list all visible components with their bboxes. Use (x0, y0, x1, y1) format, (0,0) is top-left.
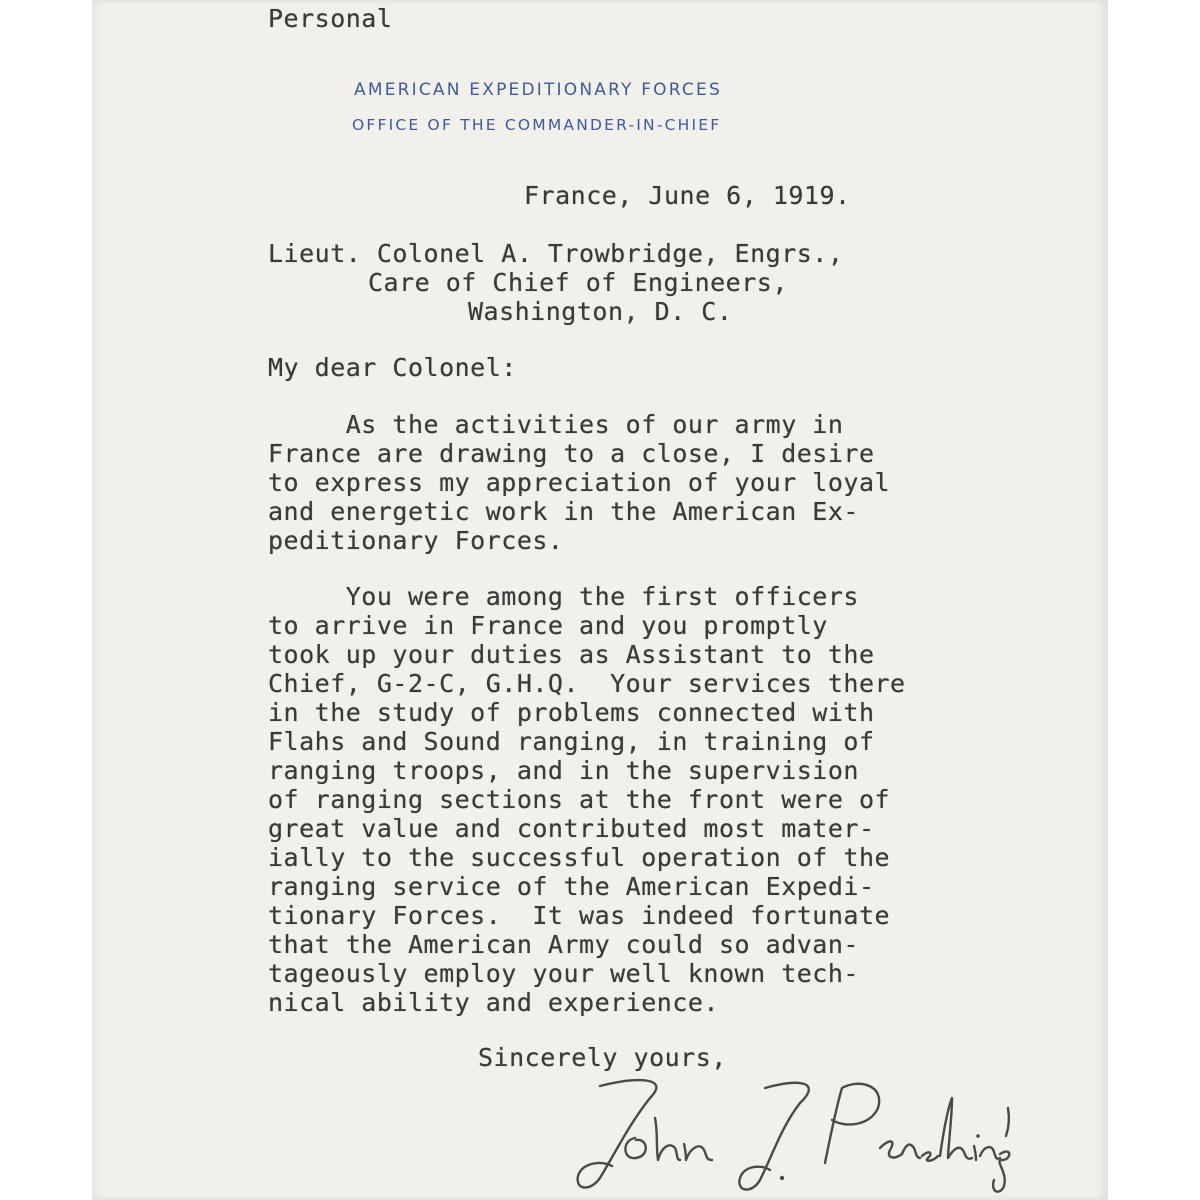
letter-date: France, June 6, 1919. (524, 181, 851, 210)
letterhead-line-1: AMERICAN EXPEDITIONARY FORCES (354, 80, 722, 100)
letterhead-line-2: OFFICE OF THE COMMANDER-IN-CHIEF (352, 116, 722, 134)
body-paragraph-1: As the activities of our army in France are drawing to a close, I desire to express my appreciation of your loyal and energetic work in the American Ex- peditionary Forces. (268, 410, 891, 555)
salutation: My dear Colonel: (268, 353, 517, 382)
address-line-3: Washington, D. C. (468, 297, 733, 326)
signature (560, 1068, 1020, 1198)
body-paragraph-2: You were among the first officers to arrive in France and you promptly took up your duties as Assistant to the Chief, G-2-C, G.H.Q. Your services there in the study of problems connected with Flahs and Sound ranging, in training of ranging troops, and in the supervision of ranging sections at the front were of great value and contributed most mater- ially to the successful operation of the ranging service of the American Expedi- tionary Forces. It was indeed fortunate that the American Army could so advan- tageously employ your well known tech- nical ability and experience. (268, 582, 906, 1017)
personal-marking: Personal (268, 4, 393, 33)
address-line-2: Care of Chief of Engineers, (368, 268, 788, 297)
closing: Sincerely yours, (478, 1043, 727, 1072)
address-line-1: Lieut. Colonel A. Trowbridge, Engrs., (268, 239, 844, 268)
